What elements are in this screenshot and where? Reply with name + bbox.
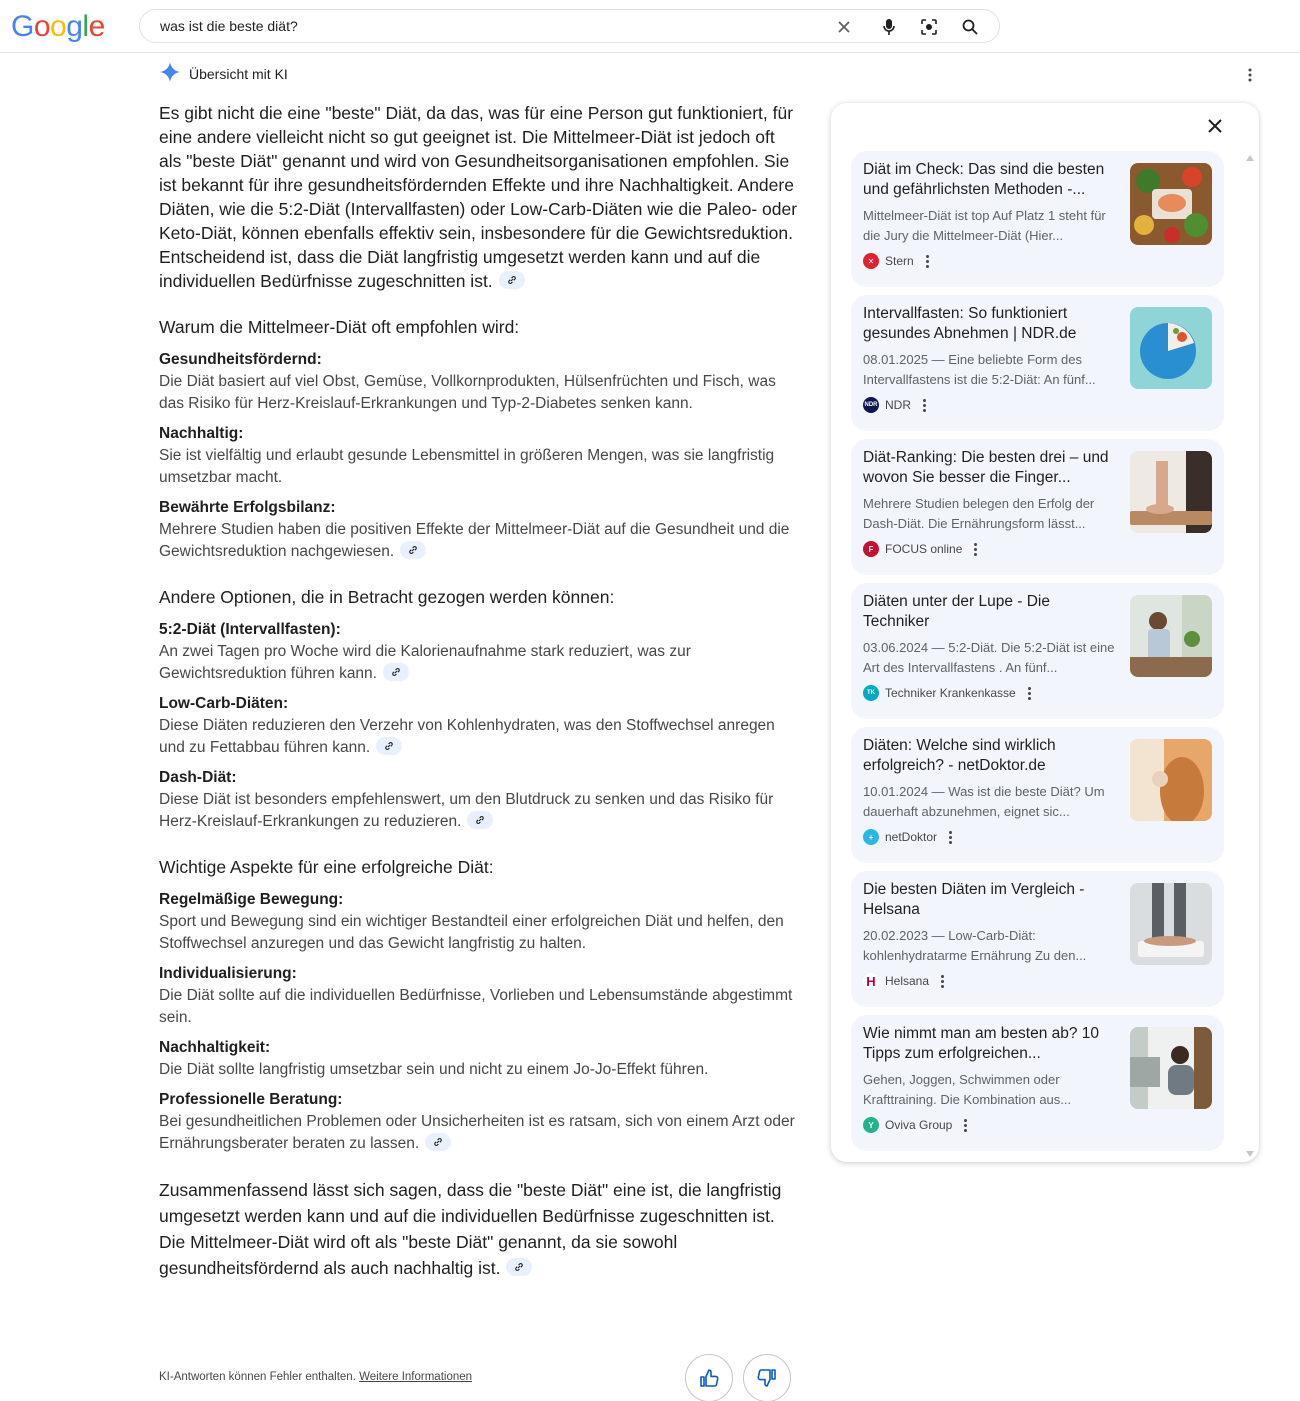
site-name: Techniker Krankenkasse <box>885 686 1016 700</box>
source-link-icon[interactable] <box>376 737 402 755</box>
intro-paragraph <box>159 101 799 293</box>
thumbs-up-icon <box>699 1368 719 1388</box>
source-site <box>863 829 952 845</box>
source-snippet: Mehrere Studien belegen den Erfolg der Dash-Diät. Die Ernährungsform lässt... <box>863 496 1095 531</box>
disclaimer-text: KI-Antworten können Fehler enthalten. <box>159 1371 356 1383</box>
summary-paragraph <box>159 1177 799 1281</box>
source-link-icon[interactable] <box>506 1258 532 1276</box>
source-card[interactable] <box>851 583 1224 719</box>
source-title[interactable]: Wie nimmt man am besten ab? 10 Tipps zum erfolgreichen... <box>863 1025 1100 1062</box>
section-heading: Wichtige Aspekte für eine erfolgreiche Diät: <box>159 857 494 877</box>
search-box[interactable] <box>139 9 1000 43</box>
source-card[interactable] <box>851 871 1224 1007</box>
logo-letter: o <box>33 10 51 43</box>
close-icon[interactable] <box>1203 114 1227 138</box>
site-favicon: + <box>863 829 879 845</box>
source-link-icon[interactable] <box>383 663 409 681</box>
thumbnail-food[interactable] <box>1130 163 1212 245</box>
more-options-icon[interactable] <box>926 255 929 268</box>
source-title[interactable]: Diät-Ranking: Die besten drei – und wovon Sie besser die Finger... <box>863 449 1109 486</box>
logo-letter: e <box>88 10 105 43</box>
source-card[interactable] <box>851 151 1224 287</box>
term-label: Regelmäßige Bewegung: <box>159 891 344 908</box>
thumbs-down-icon <box>757 1368 777 1388</box>
google-logo[interactable] <box>11 10 105 44</box>
thumbs-up-button[interactable] <box>685 1354 733 1401</box>
source-snippet: 20.02.2023 — Low-Carb-Diät: kohlenhydratarme Ernährung Zu den... <box>863 928 1087 963</box>
site-name: Helsana <box>885 974 930 988</box>
more-options-icon[interactable] <box>964 1119 967 1132</box>
source-link-icon[interactable] <box>467 811 493 829</box>
term-description <box>159 715 799 759</box>
thumbnail-scale[interactable] <box>1130 883 1212 965</box>
term-label: Nachhaltig: <box>159 425 244 442</box>
more-options-icon[interactable] <box>974 543 977 556</box>
section-heading: Warum die Mittelmeer-Diät oft empfohlen wird: <box>159 317 520 337</box>
term-label: Gesundheitsfördernd: <box>159 351 322 368</box>
disclaimer <box>159 1371 472 1383</box>
source-title[interactable]: Diäten unter der Lupe - Die Techniker <box>863 593 1050 630</box>
source-site <box>863 541 977 557</box>
term-description <box>159 519 799 563</box>
logo-letter: o <box>50 10 67 43</box>
source-snippet: 10.01.2024 — Was ist die beste Diät? Um dauerhaft abzunehmen, eignet sic... <box>863 784 1105 819</box>
source-link-icon[interactable] <box>425 1133 451 1151</box>
term-label: Nachhaltigkeit: <box>159 1039 271 1056</box>
site-favicon: NDR <box>863 397 879 413</box>
more-options-icon[interactable] <box>941 975 944 988</box>
site-name: FOCUS online <box>885 542 963 556</box>
lens-camera-icon[interactable] <box>918 16 940 38</box>
more-options-icon[interactable] <box>1028 687 1031 700</box>
thumbnail-person[interactable] <box>1130 739 1212 821</box>
thumbs-down-button[interactable] <box>743 1354 791 1401</box>
thumbnail-scale-feet[interactable] <box>1130 451 1212 533</box>
source-site <box>863 1117 967 1133</box>
site-favicon: H <box>863 973 879 989</box>
ai-overview-header <box>160 63 288 85</box>
logo-letter: g <box>66 10 83 43</box>
term-description: Die Diät sollte langfristig umsetzbar sein und nicht zu einem Jo-Jo-Effekt führen. <box>159 1061 709 1078</box>
site-favicon: ✕ <box>863 253 879 269</box>
term-label: 5:2-Diät (Intervallfasten): <box>159 621 341 638</box>
more-options-icon[interactable] <box>1240 66 1260 84</box>
thumbnail-woman[interactable] <box>1130 1027 1212 1109</box>
source-snippet: Gehen, Joggen, Schwimmen oder Krafttraining. Die Kombination aus... <box>863 1072 1072 1107</box>
term-description <box>159 1111 799 1155</box>
term-description <box>159 641 799 685</box>
source-card[interactable] <box>851 1015 1224 1151</box>
search-icon[interactable] <box>959 16 981 38</box>
scroll-down-arrow[interactable] <box>1246 1151 1254 1157</box>
term-description-text: Bei gesundheitlichen Problemen oder Unsicherheiten ist es ratsam, sich von einem Arzt oder Ernährungsberater beraten zu lassen. <box>159 1113 795 1152</box>
source-card[interactable] <box>851 727 1224 863</box>
term-label: Professionelle Beratung: <box>159 1091 343 1108</box>
term-description-text: An zwei Tagen pro Woche wird die Kalorienaufnahme stark reduziert, was zur Gewichtsreduktion führen kann. <box>159 643 691 682</box>
logo-letter: l <box>82 10 89 43</box>
source-site <box>863 685 1031 701</box>
term-label: Bewährte Erfolgsbilanz: <box>159 499 336 516</box>
more-options-icon[interactable] <box>923 399 926 412</box>
scroll-up-arrow[interactable] <box>1246 155 1254 161</box>
microphone-icon[interactable] <box>878 16 900 38</box>
section-heading: Andere Optionen, die in Betracht gezogen werden können: <box>159 587 615 607</box>
sparkle-icon <box>160 62 180 87</box>
summary-text: Zusammenfassend lässt sich sagen, dass die "beste Diät" eine ist, die langfristig umgesetzt werden kann und auf die individuellen Bedürfnisse zugeschnitten ist. Die Mittelmeer-Diät wird oft als "beste Diät" genannt, da sie sowohl gesundheitsfördernd als auch nachhaltig ist. <box>159 1180 782 1278</box>
source-link-icon[interactable] <box>499 271 525 289</box>
ai-overview-body <box>159 101 799 1281</box>
source-snippet: Mittelmeer-Diät ist top Auf Platz 1 steht für die Jury die Mittelmeer-Diät (Hier... <box>863 208 1106 243</box>
site-favicon: F <box>863 541 879 557</box>
thumbnail-kitchen[interactable] <box>1130 595 1212 677</box>
source-site <box>863 397 926 413</box>
more-options-icon[interactable] <box>949 831 952 844</box>
term-description: Die Diät sollte auf die individuellen Bedürfnisse, Vorlieben und Lebensumstände abgestimmt sein. <box>159 987 793 1026</box>
site-name: Stern <box>885 254 914 268</box>
site-favicon: Y <box>863 1117 879 1133</box>
term-description: Die Diät basiert auf viel Obst, Gemüse, Vollkornprodukten, Hülsenfrüchten und Fisch, was das Risiko für Herz-Kreislauf-Erkrankungen und Typ-2-Diabetes senken kann. <box>159 373 776 412</box>
source-site <box>863 253 929 269</box>
term-description-text: Mehrere Studien haben die positiven Effekte der Mittelmeer-Diät auf die Gesundheit und die Gewichtsreduktion nachgewiesen. <box>159 521 790 560</box>
term-description-text: Diese Diät ist besonders empfehlenswert, um den Blutdruck zu senken und das Risiko für Herz-Kreislauf-Erkrankungen zu reduzieren. <box>159 791 774 830</box>
source-card[interactable] <box>851 439 1224 575</box>
term-label: Individualisierung: <box>159 965 297 982</box>
site-name: Oviva Group <box>885 1118 953 1132</box>
term-description-text: Diese Diäten reduzieren den Verzehr von Kohlenhydraten, was den Stoffwechsel anregen und zu Fettabbau führen kann. <box>159 717 775 756</box>
more-info-link[interactable]: Weitere Informationen <box>359 1371 473 1383</box>
site-name: NDR <box>885 398 911 412</box>
site-favicon: TK <box>863 685 879 701</box>
ai-overview-label: Übersicht mit KI <box>189 66 288 82</box>
source-snippet: 03.06.2024 — 5:2-Diät. Die 5:2-Diät ist eine Art des Intervallfastens . An fünf... <box>863 640 1115 675</box>
search-input[interactable]: was ist die beste diät? <box>160 18 298 34</box>
term-description: Sie ist vielfältig und erlaubt gesunde Lebensmittel in größeren Mengen, was sie langfristig umsetzbar macht. <box>159 447 775 486</box>
source-link-icon[interactable] <box>400 541 426 559</box>
source-site <box>863 973 944 989</box>
term-label: Dash-Diät: <box>159 769 237 786</box>
sources-panel <box>831 103 1259 1162</box>
top-bar <box>0 0 1300 53</box>
term-description <box>159 789 799 833</box>
source-title[interactable]: Diäten: Welche sind wirklich erfolgreich? - netDoktor.de <box>863 737 1056 774</box>
site-name: netDoktor <box>885 830 938 844</box>
source-title[interactable]: Diät im Check: Das sind die besten und gefährlichsten Methoden -... <box>863 161 1105 198</box>
source-snippet: 08.01.2025 — Eine beliebte Form des Intervallfastens ist die 5:2-Diät: An fünf... <box>863 352 1096 387</box>
logo-letter: G <box>11 10 34 43</box>
source-card[interactable] <box>851 295 1224 431</box>
clear-icon[interactable] <box>833 16 855 38</box>
source-title[interactable]: Intervallfasten: So funktioniert gesundes Abnehmen | NDR.de <box>863 305 1077 342</box>
term-label: Low-Carb-Diäten: <box>159 695 289 712</box>
term-description: Sport und Bewegung sind ein wichtiger Bestandteil einer erfolgreichen Diät und helfen, den Stoffwechsel anzuregen und das Gewicht langfristig zu halten. <box>159 913 784 952</box>
intro-text: Es gibt nicht die eine "beste" Diät, da das, was für eine Person gut funktioniert, für eine andere vielleicht nicht so gut geeignet ist. Die Mittelmeer-Diät ist jedoch oft als "beste Diät" genannt und wird von Gesundheitsorganisationen empfohlen. Sie ist bekannt für ihre gesundheitsfördernden Effekte und ihre Nachhaltigkeit. Andere Diäten, wie die 5:2-Diät (Intervallfasten) oder Low-Carb-Diäten wie die Paleo- oder Keto-Diät, können ebenfalls effektiv sein, insbesondere für die Gewichtsreduktion. Entscheidend ist, dass die Diät langfristig umgesetzt werden kann und auf die individuellen Bedürfnisse zugeschnitten ist. <box>159 103 798 291</box>
source-title[interactable]: Die besten Diäten im Vergleich - Helsana <box>863 881 1085 918</box>
thumbnail-clock-plate[interactable] <box>1130 307 1212 389</box>
